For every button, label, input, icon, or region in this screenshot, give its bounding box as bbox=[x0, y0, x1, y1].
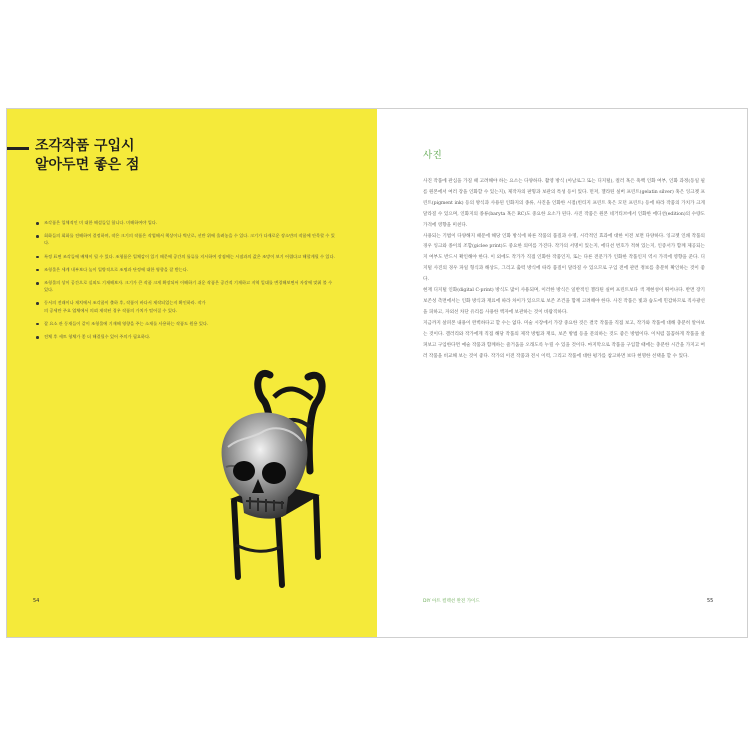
page-title bbox=[35, 137, 235, 175]
title-rule bbox=[7, 147, 29, 150]
tip-item: 잘 요소 관 동재들이 같이 조형물에 기재해 영향을 주는 소재를 사용하는 작품도 원용 있다. bbox=[35, 320, 209, 327]
tip-item: 조형물의 상이 공간으로 실외도 기재해보자. 크기가 큰 작품 크게 확장되어 이해하기 쉬운 작품은 공간적 기재하고 지역 일대를 변경해보면서 자장에 맞춰 볼 수 있다. bbox=[35, 279, 335, 293]
book-spread bbox=[6, 108, 748, 638]
body-paragraph: 사용되는 기법이 다양해지 때문에 해당 인화 방식에 따른 작품의 품질과 수명, 시각적인 효과에 대한 이전 보면 다양하다. 잉크젯 인쇄 작품의 경우 잉크와 종이의 조합(giclee print)도 중요한 의미를 가진다. 작가의 서명이 있는지, 에디션 번호가 적혀 있는지, 인증서가 함께 제공되는지 여부도 반드시 확인해야 한다. 이 외에도 작가가 직접 인화한 작품인지, 또는 다른 전문가가 인화한 작품인지 역시 가격에 영향을 준다. 디지털 사진의 경우 파일 형식과 해상도, 그리고 출력 방식에 따라 품질이 달라질 수 있으므로 구입 전에 관련 정보를 충분히 확인하는 것이 좋다. bbox=[423, 233, 705, 283]
running-head: DIY 아트 컬렉션 완전 가이드 bbox=[423, 599, 480, 604]
tip-item: 특정 표면 조각들에 배체이 될 수 있다. 조형품은 입체감이 있기 때문에 공간의 틀류를 지시하여 장점에는 시점과의 값은 조망이 보기 어렵다고 해할게될 수 있다. bbox=[35, 253, 335, 260]
left-page bbox=[7, 109, 377, 637]
body-text bbox=[423, 177, 705, 362]
tip-item: 동서의 전래이나 재치에서 조각품이 출하 후, 작품이 바다서 제작되었는지 확인하라. 작가의 공세만 주요 업체에서 의뢰 제작된 경우 작품의 가치가 떨어질 수 있다. bbox=[35, 299, 209, 313]
body-paragraph: 사진 작품에 관심을 가질 때 고려해야 하는 요소는 다양하다. 촬영 방식 (아날로그 또는 디지털), 컬러 혹은 흑백 인화 여부, 인화 과정(동일 필름 원본에서 여러 장을 인화할 수 있는지), 제작자의 판형과 보관의 특성 등이 있다. 먼저, 젤라틴 실버 프린트(gelatin silver) 혹은 잉크젯 프린트(pigment ink) 등의 방식과 사용된 인화지의 종류, 사진을 인화한 시점(빈티지 프린트 혹은 모던 프린트) 등에 따라 작품의 가치가 크게 달라질 수 있으며, 인화지의 종류(baryta 혹은 RC)도 중요한 요소가 된다. 사진 작품은 원본 네거티브에서 인화한 에디션(edition)의 수량도 가격에 영향을 미친다. bbox=[423, 179, 705, 228]
page-title-line-2: 알아두면 좋은 점 bbox=[35, 157, 140, 173]
right-page bbox=[377, 109, 747, 637]
tip-item: 회화들의 회화를 전해하여 결정하며, 작은 크기의 작품은 작업해서 책상이나 벽난로, 선반 위에 올려놓을 수 있다. 크기가 다재로운 장소만의 작품에 안목할 수 있다. bbox=[35, 232, 335, 246]
tip-item: 전체 후 세트 형체가 좋 더 해결될수 있어 주의가 필요하다. bbox=[35, 333, 209, 340]
section-title: 사진 bbox=[423, 150, 443, 161]
tip-item: 조형물은 세계 내부보다 높이 입방적으로 조명과 단정에 대한 영향을 잘 받는다. bbox=[35, 266, 335, 273]
skull-chair-sculpture-photo bbox=[212, 367, 337, 589]
body-paragraph: 현재 디지털 인화(digital C-print) 방식도 많이 사용되며, 이러한 방식은 일반적인 젤라틴 실버 프린트보다 색 재현성이 뛰어나다. 반면 장기 보존성 측면에서는 인화 방식과 재료에 따라 차이가 있으므로 보존 조건을 함께 고려해야 한다. 사진 작품은 빛과 습도에 민감하므로 직사광선을 피하고, 자외선 차단 유리를 사용한 액자에 보관하는 것이 바람직하다. bbox=[423, 288, 705, 315]
tip-item: 조각품은 입체적인 미 대한 해설들일 합니다. 미해하여야 입다. bbox=[35, 219, 335, 226]
page-number-right: 55 bbox=[707, 598, 714, 604]
page-number-left: 54 bbox=[33, 598, 40, 604]
tips-list bbox=[35, 219, 335, 346]
page-title-line-1: 조각작품 구입시 bbox=[35, 138, 135, 154]
body-paragraph: 지금까지 살펴본 내용이 완벽하다고 할 수는 없다. 미술 시장에서 가장 중요한 것은 결국 작품을 직접 보고, 작가와 작품에 대해 충분히 알아보는 것이다. 갤러리와 작가에게 직접 해당 작품의 제작 방법과 재료, 보존 방법 등을 문의하는 것도 좋은 방법이다. 이처럼 꼼꼼하게 작품을 살펴보고 구입한다면 예술 작품과 함께하는 즐거움을 오래도록 누릴 수 있을 것이다. 마지막으로 작품을 구입할 때에는 충분한 시간을 가지고 여러 작품을 비교해 보는 것이 좋다. 작가의 이전 작품과 전시 이력, 그리고 작품에 대한 평가를 참고하면 보다 현명한 선택을 할 수 있다. bbox=[423, 320, 705, 359]
